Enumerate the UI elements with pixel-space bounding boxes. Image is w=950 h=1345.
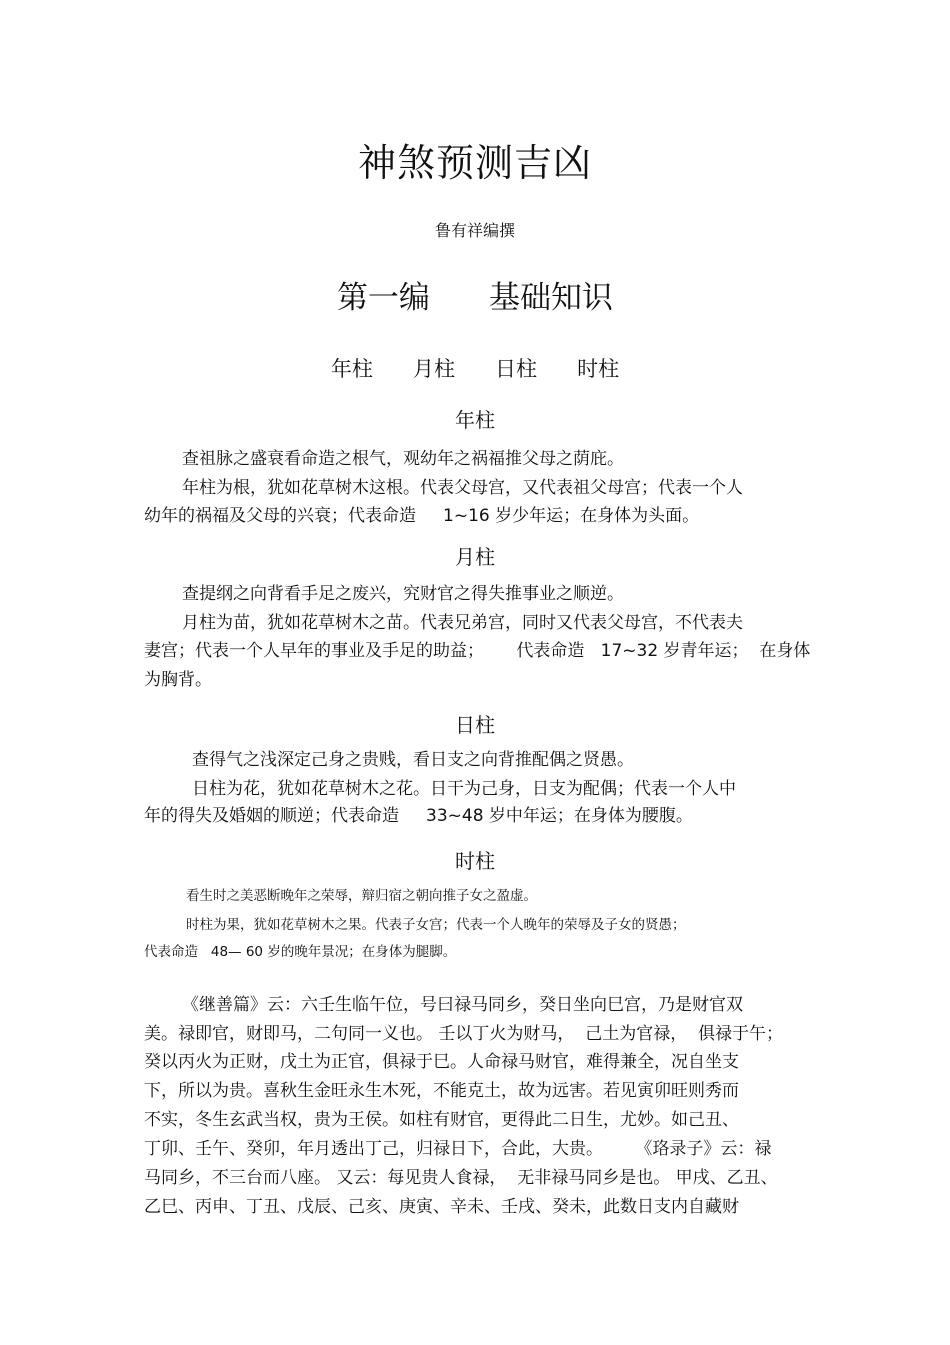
paragraph-line: 年的得失及婚姻的顺逆；代表命造 33~48 岁中年运；在身体为腰腹。	[144, 806, 693, 826]
section-heading-day: 日柱	[455, 713, 495, 737]
paragraph-line: 查提纲之向背看手足之废兴，究财官之得失推事业之顺逆。	[182, 584, 624, 604]
section-heading-hour: 时柱	[455, 849, 495, 873]
body-line: 马同乡，不三台而八座。 又云：每见贵人食禄， 无非禄马同乡是也。 甲戌、乙丑、	[144, 1168, 778, 1188]
paragraph-line: 妻宫；代表一个人早年的事业及手足的助益； 代表命造 17~32 岁青年运； 在身体	[144, 641, 811, 661]
author-line: 鲁有祥编撰	[434, 221, 515, 240]
pillars-heading: 年柱 月柱 日柱 时柱	[330, 357, 620, 381]
document-title: 神煞预测吉凶	[357, 141, 592, 185]
paragraph-line: 为胸背。	[144, 670, 212, 690]
body-line: 下，所以为贵。喜秋生金旺永生木死，不能克土，故为远害。若见寅卯旺则秀而	[144, 1081, 739, 1101]
part-heading: 第一编 基础知识	[336, 280, 614, 316]
paragraph-line: 时柱为果，犹如花草树木之果。代表子女宫；代表一个人晚年的荣辱及子女的贤愚；	[186, 917, 686, 933]
section-heading-year: 年柱	[455, 408, 495, 432]
paragraph-line: 查祖脉之盛衰看命造之根气，观幼年之祸福推父母之荫庇。	[182, 449, 624, 469]
paragraph-line: 查得气之浅深定己身之贵贱，看日支之向背推配偶之贤愚。	[192, 750, 634, 770]
body-line: 丁卯、壬午、癸卯，年月透出丁己，归禄日下，合此，大贵。 《珞录子》云：禄	[144, 1139, 772, 1159]
body-line: 乙巳、丙申、丁丑、戊辰、己亥、庚寅、辛未、壬戌、癸未，此数日支内自藏财	[144, 1197, 739, 1217]
paragraph-line: 看生时之美恶断晚年之荣辱，辩归宿之朝向推子女之盈虚。	[186, 888, 537, 904]
paragraph-line: 月柱为苗，犹如花草树木之苗。代表兄弟宫，同时又代表父母宫，不代表夫	[182, 613, 743, 633]
body-line: 美。禄即官，财即马，二句同一义也。 壬以丁火为财马， 己土为官禄， 俱禄于午；	[144, 1024, 784, 1044]
paragraph-line: 幼年的祸福及父母的兴衰；代表命造 1~16 岁少年运；在身体为头面。	[144, 506, 700, 526]
paragraph-line: 日柱为花，犹如花草树木之花。日干为己身，日支为配偶；代表一个人中	[192, 779, 736, 799]
section-heading-month: 月柱	[455, 545, 495, 569]
body-line: 不实，冬生玄武当权，贵为王侯。如柱有财官，更得此二日生，尤妙。如己丑、	[144, 1110, 739, 1130]
paragraph-line: 年柱为根，犹如花草树木这根。代表父母宫，又代表祖父母宫；代表一个人	[182, 478, 743, 498]
paragraph-line: 代表命造 48— 60 岁的晚年景况；在身体为腿脚。	[144, 944, 457, 960]
body-line: 《继善篇》云：六壬生临午位，号曰禄马同乡，癸日坐向巳宫，乃是财官双	[182, 995, 743, 1015]
body-line: 癸以丙火为正财，戊土为正官，俱禄于巳。人命禄马财官，难得兼全，况自坐支	[144, 1052, 739, 1072]
